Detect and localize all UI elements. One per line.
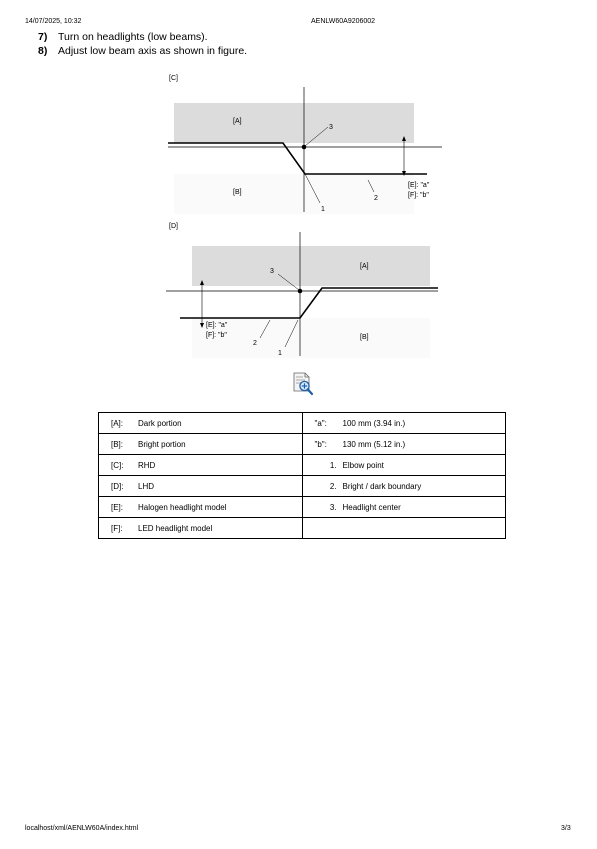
step-text: Turn on headlights (low beams).: [58, 31, 208, 43]
legend-key: [D]:: [111, 481, 124, 491]
legend-value: LED headlight model: [138, 523, 213, 533]
step-number: 8): [38, 45, 48, 57]
legend-cell: [99, 455, 303, 476]
dark-portion-area: [174, 103, 414, 143]
page-number: 3/3: [561, 825, 571, 832]
figure-c-rhd-diagram: [160, 70, 450, 220]
legend-cell: [302, 413, 506, 434]
label-e-a: [E]: "a": [206, 322, 228, 329]
legend-key: [C]:: [111, 460, 124, 470]
legend-key: "a":: [314, 418, 327, 428]
legend-cell: [99, 497, 303, 518]
callout-3: 3: [270, 268, 274, 275]
legend-cell: [302, 497, 506, 518]
callout-1: 1: [278, 350, 282, 357]
legend-key: 2.: [329, 481, 337, 491]
legend-value: Halogen headlight model: [138, 502, 227, 512]
legend-key: [F]:: [111, 523, 123, 533]
bright-portion-label: [B]: [360, 334, 369, 341]
legend-cell: [99, 476, 303, 497]
legend-cell: [302, 434, 506, 455]
table-row: [99, 518, 506, 539]
legend-cell: [302, 455, 506, 476]
callout-2: 2: [374, 195, 378, 202]
table-row: [99, 476, 506, 497]
bright-portion-area: [192, 318, 430, 358]
label-e-a: [E]: "a": [408, 182, 430, 189]
figure-label: [D]: [169, 223, 178, 230]
legend-key: "b":: [314, 439, 327, 449]
zoom-document-icon[interactable]: [292, 372, 314, 396]
footer-url: localhost/xml/AENLW60A/index.html: [25, 825, 139, 832]
legend-cell: [99, 518, 303, 539]
legend-key: [B]:: [111, 439, 124, 449]
bright-portion-label: [B]: [233, 189, 242, 196]
legend-cell: [302, 476, 506, 497]
dark-portion-area: [192, 246, 430, 286]
legend-value: Bright / dark boundary: [342, 481, 422, 491]
figure-label: [C]: [169, 75, 178, 82]
table-row: [99, 497, 506, 518]
legend-key: 3.: [329, 502, 337, 512]
legend-value: Dark portion: [138, 418, 182, 428]
legend-key: [E]:: [111, 502, 124, 512]
legend-value: Elbow point: [342, 460, 384, 470]
document-id: AENLW60A9206002: [311, 18, 376, 25]
table-row: [99, 455, 506, 476]
cutoff-line: [168, 143, 427, 174]
bright-portion-area: [174, 174, 414, 214]
legend-value: 100 mm (3.94 in.): [342, 418, 406, 428]
step-number: 7): [38, 31, 48, 43]
figure-d-lhd-diagram: [160, 218, 450, 363]
step-7: [38, 31, 208, 43]
legend-table: [98, 412, 506, 539]
legend-value: Bright portion: [138, 439, 186, 449]
legend-cell: [99, 413, 303, 434]
label-f-b: [F]: "b": [206, 332, 227, 339]
legend-value: RHD: [138, 460, 156, 470]
step-8: [38, 45, 247, 57]
callout-2: 2: [253, 340, 257, 347]
print-datetime: 14/07/2025, 10:32: [25, 18, 82, 25]
legend-key: [A]:: [111, 418, 124, 428]
table-row: [99, 434, 506, 455]
label-f-b: [F]: "b": [408, 192, 429, 199]
legend-cell-empty: [302, 518, 506, 539]
legend-cell: [99, 434, 303, 455]
callout-3: 3: [329, 124, 333, 131]
legend-value: Headlight center: [342, 502, 401, 512]
legend-value: 130 mm (5.12 in.): [342, 439, 406, 449]
table-row: [99, 413, 506, 434]
dark-portion-label: [A]: [360, 263, 369, 270]
step-text: Adjust low beam axis as shown in figure.: [58, 45, 248, 57]
dark-portion-label: [A]: [233, 118, 242, 125]
legend-key: 1.: [329, 460, 337, 470]
cutoff-line: [180, 288, 438, 318]
legend-value: LHD: [138, 481, 155, 491]
callout-1: 1: [321, 206, 325, 213]
